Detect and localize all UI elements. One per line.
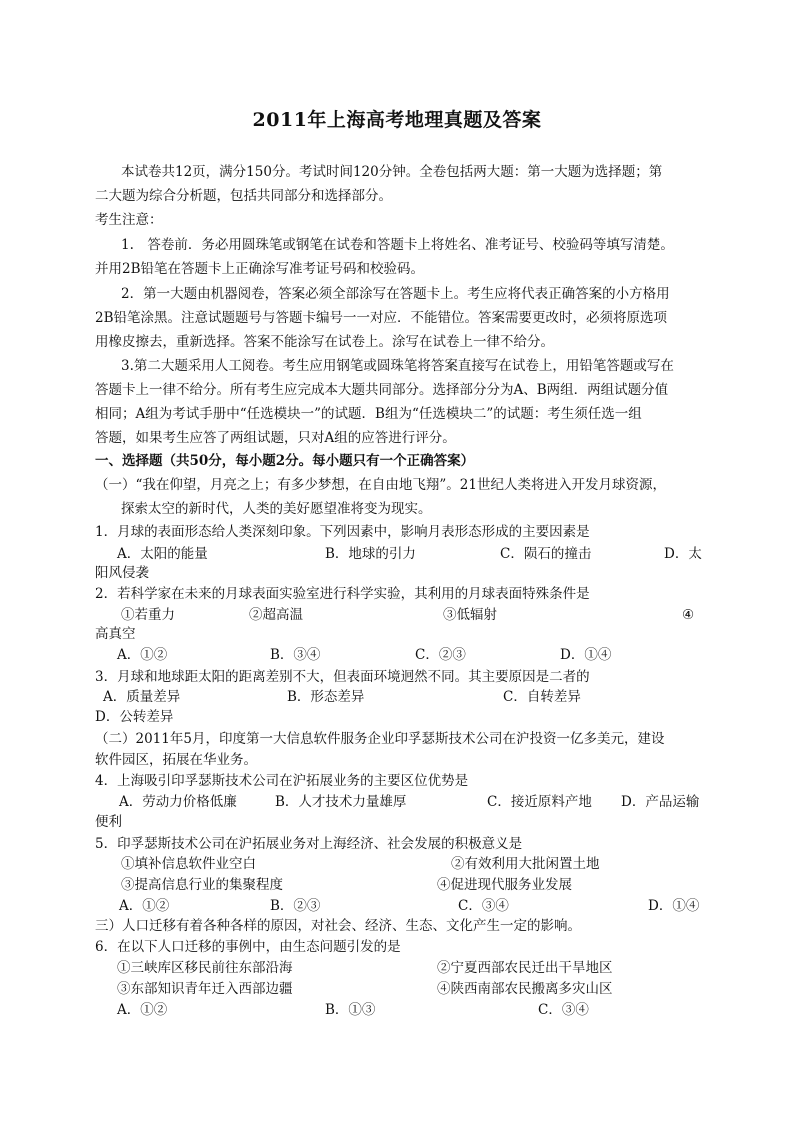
notice-3-line-4: 答题，如果考生应答了两组试题，只对A组的应答进行评分。 [95, 430, 456, 446]
question-6-item-1: ①三峡库区移民前往东部沿海 [117, 960, 293, 976]
question-4-option-a: A．劳动力价格低廉 [119, 794, 237, 810]
question-5-item-3: ③提高信息行业的集聚程度 [121, 877, 283, 893]
notice-1-line-2: 并用2B铅笔在答题卡上正确涂写准考证号码和校验码。 [95, 261, 425, 277]
question-3-option-d: D．公转差异 [95, 709, 174, 725]
notice-heading: 考生注意： [95, 212, 163, 228]
section-heading: 一、选择题（共50分，每小题2分。每小题只有一个正确答案） [95, 453, 475, 469]
question-4-option-c: C．接近原料产地 [487, 794, 592, 810]
question-2-item-2: ②超高温 [249, 607, 303, 623]
question-2-item-4: ④ [682, 607, 695, 623]
question-6-stem: 6．在以下人口迁移的事例中，由生态问题引发的是 [95, 939, 401, 955]
question-2-stem: 2．若科学家在未来的月球表面实验室进行科学实验，其利用的月球表面特殊条件是 [95, 586, 590, 602]
notice-1-line-1: 1. 答卷前．务必用圆珠笔或钢笔在试卷和答题卡上将姓名、准考证号、校验码等填写清楚。 [121, 237, 674, 253]
question-3-option-c: C．自转差异 [503, 689, 581, 705]
question-3-option-a: A．质量差异 [103, 689, 181, 705]
question-3-option-b: B．形态差异 [287, 689, 365, 705]
question-5-option-c: C．③④ [458, 898, 509, 914]
notice-3-line-2: 答题卡上一律不给分。所有考生应完成本大题共同部分。选择部分分为A、B两组．两组试题分值 [95, 382, 669, 398]
group-1-line-2: 探索太空的新时代，人类的美好愿望准将变为现实。 [121, 501, 432, 517]
question-5-item-2: ②有效利用大批闲置土地 [451, 856, 600, 872]
question-1-option-d: D．太 [664, 546, 702, 562]
question-6-option-c: C．③④ [538, 1002, 589, 1018]
question-1-option-b: B．地球的引力 [325, 546, 416, 562]
question-2-item-3: ③低辐射 [443, 607, 497, 623]
question-1-stem: 1．月球的表面形态给人类深刻印象。下列因素中，影响月表形态形成的主要因素是 [95, 524, 590, 540]
group-1-line-1: （一）“我在仰望，月亮之上；有多少梦想，在自由地飞翔”。21世纪人类将进入开发月球资源， [95, 477, 666, 493]
question-5-option-a: A．①② [119, 898, 170, 914]
notice-2-line-1: 2．第一大题由机器阅卷，答案必须全部涂写在答题卡上。考生应将代表正确答案的小方格用 [121, 286, 670, 302]
group-2-line-1: （二）2011年5月，印度第一大信息软件服务企业印孚瑟斯技术公司在沪投资一亿多美元，建设 [95, 731, 665, 747]
intro-line-1: 本试卷共12页，满分150分。考试时间120分钟。全卷包括两大题：第一大题为选择题；第 [121, 164, 663, 180]
question-1-option-c: C．陨石的撞击 [500, 546, 592, 562]
notice-2-line-3: 用橡皮擦去，重新选择。答案不能涂写在试卷上。涂写在试卷上一律不给分。 [95, 334, 554, 350]
question-5-option-d: D．①④ [648, 898, 700, 914]
notice-3-line-1: 3.第二大题采用人工阅卷。考生应用钢笔或圆珠笔将答案直接写在试卷上，用铅笔答题或写在 [121, 358, 674, 374]
notice-3-line-3: 相同；A组为考试手册中“任选模块一”的试题．B组为“任选模块二”的试题：考生须任选一组 [95, 406, 642, 422]
question-5-item-4: ④促进现代服务业发展 [437, 877, 572, 893]
question-2-option-a: A．①② [117, 647, 168, 663]
question-1-option-d-cont: 阳风侵袭 [95, 565, 149, 581]
question-4-stem: 4．上海吸引印孚瑟斯技术公司在沪拓展业务的主要区位优势是 [95, 773, 469, 789]
group-3-line: 三）人口迁移有着各种各样的原因，对社会、经济、生态、文化产生一定的影响。 [95, 918, 581, 934]
question-2-option-c: C．②③ [415, 647, 466, 663]
intro-line-2: 二大题为综合分析题，包括共同部分和选择部分。 [95, 188, 392, 204]
question-4-option-d-cont: 便利 [95, 814, 122, 830]
question-2-option-b: B．③④ [270, 647, 321, 663]
question-4-option-d: D．产品运输 [621, 794, 700, 810]
question-5-stem: 5．印孚瑟斯技术公司在沪拓展业务对上海经济、社会发展的积极意义是 [95, 836, 523, 852]
question-1-option-a: A．太阳的能量 [117, 546, 208, 562]
notice-2-line-2: 2B铅笔涂黑。注意试题题号与答题卡编号一一对应．不能错位。答案需要更改时，必须将原选项 [95, 310, 668, 326]
question-2-option-d: D．①④ [560, 647, 612, 663]
question-6-option-a: A．①② [117, 1002, 168, 1018]
question-5-item-1: ①填补信息软件业空白 [121, 856, 256, 872]
question-6-item-3: ③东部知识青年迁入西部边疆 [117, 981, 293, 997]
question-4-option-b: B．人才技术力量雄厚 [275, 794, 407, 810]
question-3-stem: 3．月球和地球距太阳的距离差别不大，但表面环境迥然不同。其主要原因是二者的 [95, 669, 590, 685]
page-title: 2011年上海高考地理真题及答案 [252, 109, 542, 131]
question-6-option-b: B．①③ [325, 1002, 376, 1018]
question-2-item-4-cont: 高真空 [95, 626, 136, 642]
question-6-item-4: ④陕西南部农民搬离多灾山区 [437, 981, 613, 997]
question-5-option-b: B．②③ [270, 898, 321, 914]
question-6-item-2: ②宁夏西部农民迁出干旱地区 [437, 960, 613, 976]
question-2-item-1: ①若重力 [121, 607, 175, 623]
group-2-line-2: 软件园区，拓展在华业务。 [95, 752, 257, 768]
